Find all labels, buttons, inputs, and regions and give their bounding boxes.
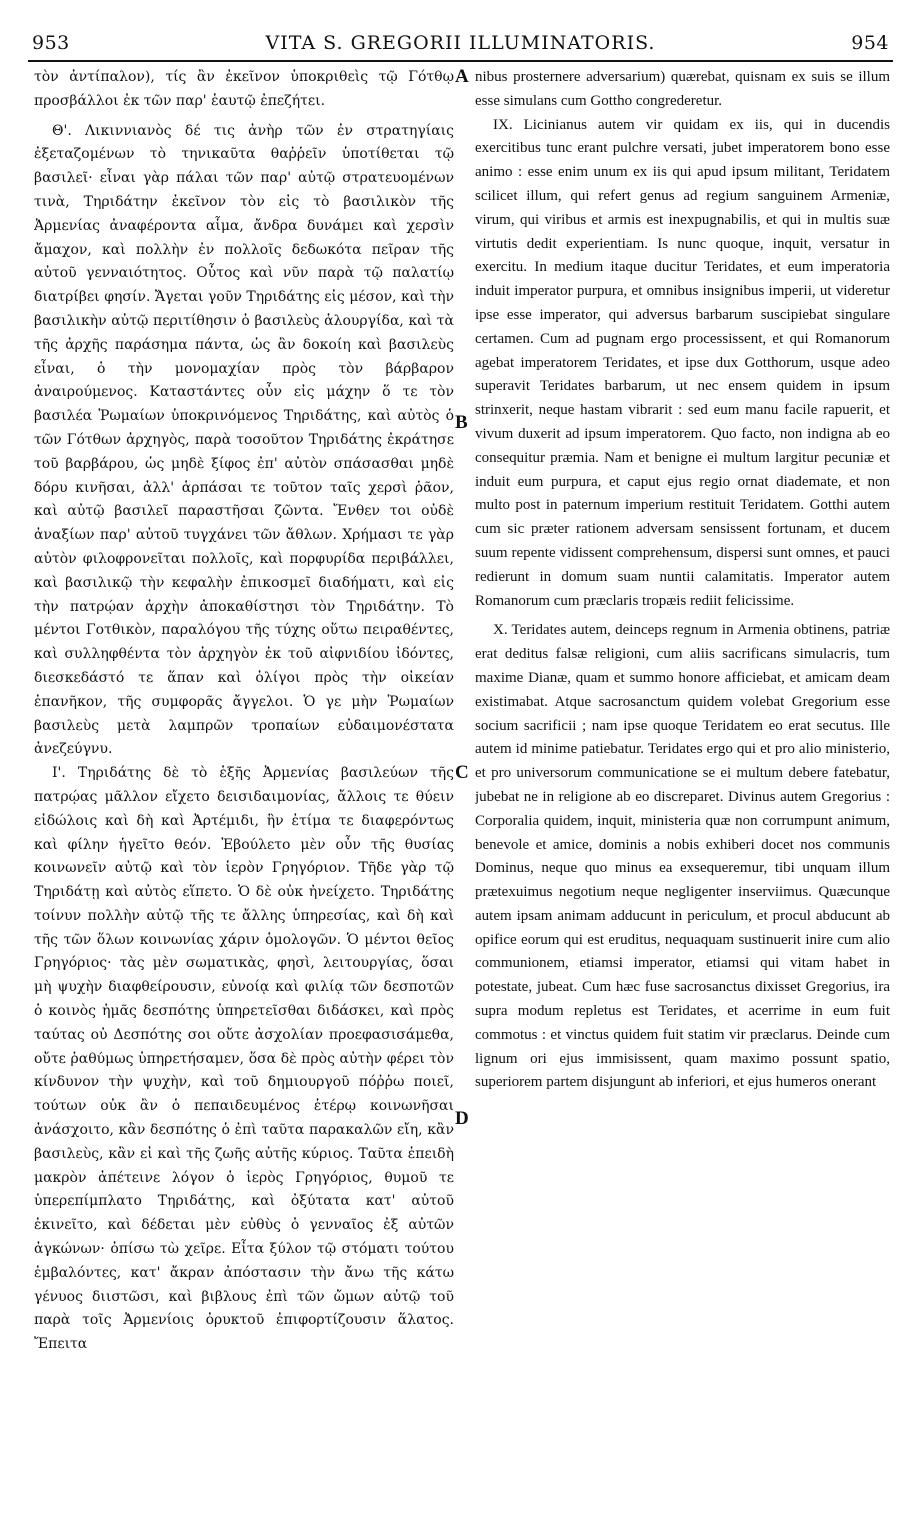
greek-paragraph-continued: τὸν ἀντίπαλον), τίς ἂν ἐκεῖνον ὑποκριθεὶς τῷ Γότθῳ προσβάλλοι ἐκ τῶν παρ' ἑαυτῷ ἐπεζήτει. [34,69,454,109]
margin-marker-d: D [455,1108,469,1129]
page-number-left: 953 [32,32,70,54]
latin-paragraph-10: X. Teridates autem, deinceps regnum in Armenia obtinens, patriæ erat deditus falsæ religioni, cum aliis sacrificans simulacris, tum maxime Dianæ, quam et summo honore afficiebat, et amicam deam existimabat. Atque sacrosanctum quidem volebat Gregorium esse socium sacrificii ; nam ipse quoque Teridatem eo erat secutus. Ille autem id minime patiebatur. Teridates ergo qui et pro alio ministerio, et pro universorum communicatione se ei multum debere fatebatur, jubebat ne in religione ab eo discreparet. Divinus autem Gregorius : Corporalia quidem, inquit, ministeria quæ non corrumpunt animum, benevole et amice, dominis a nobis exhiberi docet nos communis Dominus, neque quo minus ea exsequeremur, tibi unquam illum prætexuimus negotium neque negligenter inserviimus. Quæcunque autem ipsam animam adducunt in periculum, et procul abducunt ab opifice eorum qui est eruditus, nequaquam sustinuerit inire cum alio communionem, etiamsi imperator, etiamsi qui vitam habet in potestate, jubeat. Cum hæc fuse sacrosanctus dixisset Gregorius, ira supra modum repletus est Teridates, et acerrime in eum fuit commotus : et vinctus quidem fuit statim vir præclarus. Deinde cum lignum ori ejus immisissent, quam maximo possunt spatio, superiorem partem disjungunt ab inferiori, et ejus humeros onerant [475,622,890,1091]
latin-column [475,66,890,1512]
latin-paragraph-9: IX. Licinianus autem vir quidam ex iis, qui in ducendis exercitibus tunc erant pulchre versati, jubet imperatorem bono esse animo : esse enim unum ex iis qui apud ipsum militant, Teridatem scilicet illum, qui refert genus ad regium sanguinem Armeniæ, virum, qui viribus et armis est inexpugnabilis, et qui in multis suæ virtutis dedit experientiam. Is nunc quoque, inquit, versatur in exercitu. In medium itaque ducitur Teridates, et eum imperatoria induit imperator purpura, et omnibus insignibus imperii, ut videretur ipse esse imperator, qui adversus barbarum suscipiebat singulare certamen. Cum ad pugnam ergo processissent, et qui Romanorum agebat imperatorem Teridates, et ipse dux Gotthorum, usque adeo superavit Teridates barbarum, ut nec ensem quidem in ipsum strinxerit, neque hastam vibrarit : sed eum manu facile rapuerit, et vivum duxerit ad ipsum imperatorem. Quo facto, non indigna ab eo consequitur præmia. Nam et benigne ei multum largitur pecuniæ et induit eum purpura, et caput ejus regio ornat diademate, et non multo post in paternum imperium restituit Teridatem. Gotthi autem cum sic præter rationem adversam sensissent fortunam, et ducem suum repente vidissent comprehensum, dispersi sunt omnes, et pauci redierunt in domum suam nuntii calamitatis. Imperator autem Romanorum cum præclaris tropæis rediit felicissime. [475,116,890,609]
greek-column [34,66,454,1512]
latin-paragraph-continued: nibus prosternere adversarium) quærebat, quisnam ex suis se illum esse simulans cum Gottho congrederetur. [475,69,890,109]
margin-marker-b: B [455,412,468,433]
margin-marker-c: C [455,762,469,783]
margin-marker-a: A [455,66,469,87]
greek-paragraph-10: Ι'. Τηριδάτης δὲ τὸ ἑξῆς Ἀρμενίας βασιλεύων τῆς πατρῴας μᾶλλον εἴχετο δεισιδαιμονίας, ἄλλοις τε θύειν εἰδώλοις καὶ δὴ καὶ Ἀρτέμιδι, ἣν ἐτίμα τε διαφερόντως καὶ φίλην ἡγεῖτο θεόν. Ἐβούλετο μὲν οὖν τῆς θυσίας κοινωνεῖν αὐτῷ καὶ τὸν ἱερὸν Γρηγόριον. Τῆδε γὰρ τῷ Τηριδάτῃ καὶ αὐτὸς εἵπετο. Ὁ δὲ οὐκ ἠνείχετο. Τηριδάτης τοίνυν πολλὴν αὐτῷ τῆς τε ἄλλης ὑπηρεσίας, καὶ δὴ καὶ τῆς τῶν ὅλων κοινωνίας χάριν ὁμολογῶν. Ὁ μέντοι θεῖος Γρηγόριος· τὰς μὲν σωματικὰς, φησὶ, λειτουργίας, ὅσαι μὴ ψυχὴν διαφθείρουσιν, εὐνοίᾳ καὶ φιλίᾳ τῶν δεσποτῶν ὁ κοινὸς ἡμᾶς δεσπότης ὑπηρετεῖσθαι διδάσκει, καὶ πρὸς ταύτας οὐ Δεσπότης σοι οὔτε ἀσχολίαν προεφασισάμεθα, οὔτε ῥαθύμως ὑπηρετήσαμεν, ὅσα δὲ πρὸς αὐτὴν φέρει τὸν κίνδυνον τὴν ψυχὴν, καὶ τοῦ δημιουργοῦ πόῤῥω ποιεῖ, τούτων οὐκ ἂν ὁ πεπαιδευμένος ἑτέρῳ κοινωνῆσαι ἀνάσχοιτο, κἂν δεσπότης ὁ ἐπὶ ταῦτα παρακαλῶν εἴη, κἂν βασιλεὺς, κἂν εἰ καὶ τῆς ζωῆς αὐτῆς κύριος. Ταῦτα ἐπειδὴ μακρὸν ἀπέτεινε λόγον ὁ ἱερὸς Γρηγόριος, θυμοῦ τε ὑπερεπίμπλατο Τηριδάτης, καὶ ὀξύτατα κατ' αὐτοῦ ἐκινεῖτο, καὶ δέδεται μὲν εὐθὺς ὁ γενναῖος ἐξ αὐτῶν ἀγκώνων· ὀπίσω τὼ χεῖρε. Εἶτα ξύλον τῷ στόματι τούτου ἐμβαλόντες, κατ' ἄκραν ἀπόστασιν τὴν ἄνω τῆς κάτω γένυος διιστῶσι, καὶ βιβλους ἐπὶ τῶν ὤμων αὐτῷ τοῦ παρὰ τοῖς Ἀρμενίοις ὀρυκτοῦ ἐπιφορτίζουσιν ἅλατος. Ἔπειτα [34,765,454,1353]
page-header [28,28,893,62]
running-title: VITA S. GREGORII ILLUMINATORIS. [265,32,656,54]
page-number-right: 954 [851,32,889,54]
greek-paragraph-9: Θ'. Λικιννιανὸς δέ τις ἀνὴρ τῶν ἐν στρατηγίαις ἐξεταζομένων τὸ τηνικαῦτα θαῤῥεῖν ὑποτίθεται τῷ βασιλεῖ· εἶναι γὰρ πάλαι τῶν παρ' αὐτῷ στρατευομένων τινὰ, Τηριδάτην ἐκεῖνον τὸν εἰς τὸ βασιλικὸν τῆς Ἀρμενίας ἀναφέροντα αἷμα, ἄνδρα δυνάμει καὶ χερσὶν ἄμαχον, καὶ πολλὴν ἐν πολλοῖς δεδωκότα πεῖραν τῆς αὐτοῦ γενναιότητος. Οὗτος καὶ νῦν παρὰ τῷ παλατίῳ διατρίβει φησίν. Ἄγεται γοῦν Τηριδάτης εἰς μέσον, καὶ τὴν βασιλικὴν αὐτῷ περιτίθησιν ὁ βασιλεὺς ἁλουργίδα, καὶ τὰ τῆς ἀρχῆς παράσημα πάντα, ὡς ἂν δοκοίη καὶ βασιλεὺς εἶναι, ὁ τὴν μονομαχίαν πρὸς τὸν βάρβαρον ἀναιρούμενος. Καταστάντες οὖν εἰς μάχην ὅ τε τὸν βασιλέα Ῥωμαίων ὑποκρινόμενος Τηριδάτης, καὶ αὐτὸς ὁ τῶν Γότθων ἀρχηγὸς, παρὰ τοσοῦτον Τηριδάτης ἐκράτησε τοῦ βαρβάρου, ὡς μηδὲ ξίφος ἐπ' αὐτὸν σπάσασθαι μηδὲ δόρυ κινῆσαι, ἀλλ' ἁρπάσαι τε τοῦτον ταῖς χερσὶ ῥᾶον, καὶ αὐτῷ βασιλεῖ παραστῆσαι ζῶντα. Ἔνθεν τοι οὐδὲ ἀναξίων παρ' αὐτοῦ τυγχάνει τῶν ἄθλων. Χρήμασι τε γὰρ αὐτὸν φιλοφρονεῖται πολλοῖς, καὶ πορφυρίδα περιβάλλει, καὶ βασιλικῷ τὴν κεφαλὴν ἐπικοσμεῖ διαδήματι, καὶ εἰς τὴν πατρῴαν ἀρχὴν ἀποκαθίστησι τὸν Τηριδάτην. Τὸ μέντοι Γοτθικὸν, παραλόγου τῆς τύχης οὕτω πειραθέντες, καὶ συλληφθέντα τὸν ἀρχηγὸν ἐκ τοῦ αἰφνιδίου ἰδόντες, διεσκεδάστό τε ἅπαν καὶ ὀλίγοι πρὸς τὴν οἰκείαν ἐπανῆκον, τῆς συμφορᾶς ἄγγελοι. Ὁ γε μὴν Ῥωμαίων βασιλεὺς μετὰ λαμπρῶν τροπαίων εὐδαιμονέστατα ἀνεζεύγνυ. [34,122,454,758]
